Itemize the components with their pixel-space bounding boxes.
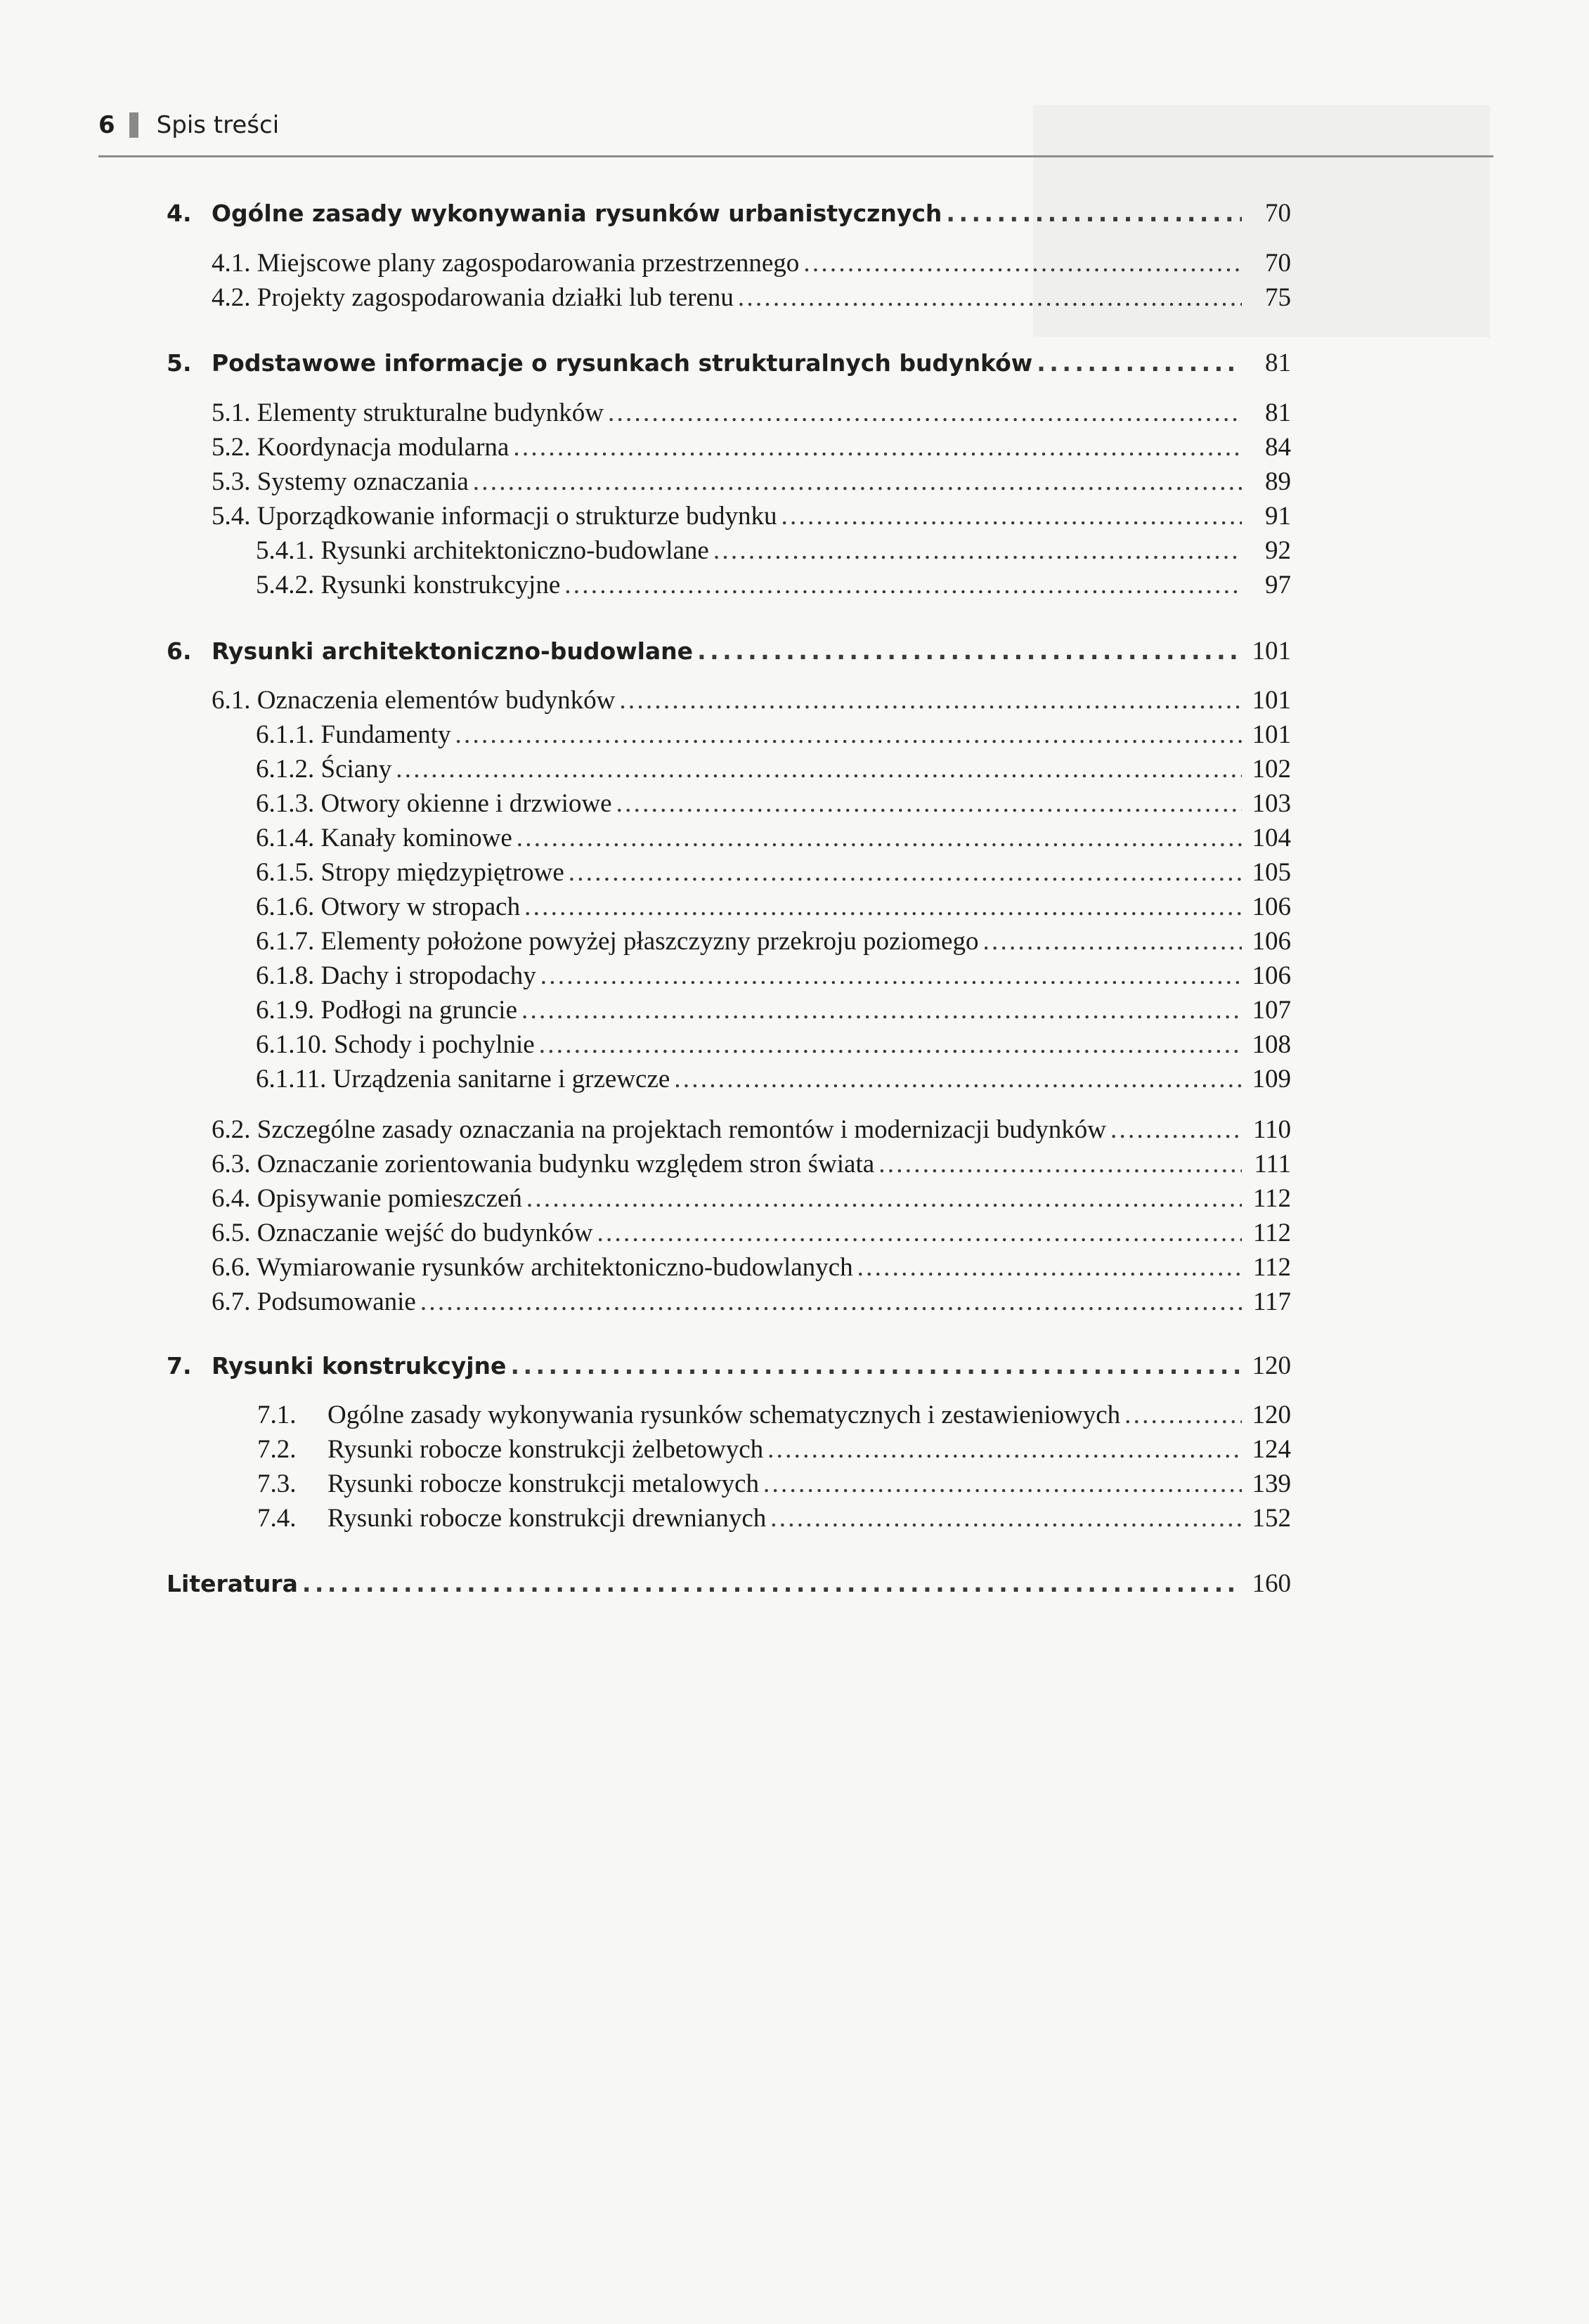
- toc-section-title: Ogólne zasady wykonywania rysunków schematycznych i zestawieniowych: [327, 1401, 1121, 1429]
- toc-section-6-3[interactable]: [212, 1149, 1291, 1179]
- toc-chapter-title: Literatura: [167, 1570, 298, 1597]
- toc-page-number: 102: [1252, 755, 1291, 784]
- toc-page-number: 108: [1252, 1030, 1291, 1059]
- toc-page-number: 106: [1252, 927, 1291, 956]
- toc-section-title: 5.1. Elementy strukturalne budynków: [212, 398, 604, 427]
- toc-subsection-5-4-1[interactable]: [256, 535, 1291, 566]
- toc-page-number: 139: [1252, 1469, 1291, 1498]
- toc-page-number: 101: [1252, 686, 1291, 715]
- toc-page-number: 160: [1252, 1569, 1291, 1598]
- toc-section-title: Rysunki robocze konstrukcji metalowych: [327, 1469, 760, 1498]
- toc-section-title: 5.2. Koordynacja modularna: [212, 433, 510, 462]
- toc-section-7-3[interactable]: 7.3. Rysunki robocze konstrukcji metalowych . . . 139: [257, 1469, 1291, 1499]
- toc-section-title: 4.1. Miejscowe plany zagospodarowania przestrzennego: [212, 249, 800, 278]
- toc-page-number: 106: [1252, 892, 1291, 921]
- leader-dots: [982, 926, 1242, 956]
- toc-page-number: 75: [1265, 283, 1291, 312]
- toc-page-number: 81: [1265, 398, 1291, 427]
- leader-dots: [420, 1287, 1242, 1317]
- toc-chapter-title: Ogólne zasady wykonywania rysunków urbanistycznych: [212, 200, 942, 227]
- toc-section-6-6[interactable]: [212, 1252, 1291, 1283]
- toc-literature[interactable]: [167, 1569, 1291, 1599]
- running-head-title: Spis treści: [156, 111, 280, 139]
- toc-section-7-4[interactable]: 7.4. Rysunki robocze konstrukcji drewnianych . . . 152: [257, 1503, 1291, 1533]
- toc-section-title: 6.1.2. Ściany: [256, 755, 392, 784]
- leader-dots: [510, 1352, 1242, 1380]
- toc-section-title: 4.2. Projekty zagospodarowania działki lub terenu: [212, 283, 734, 312]
- toc-subsection-6-1-3[interactable]: [256, 788, 1291, 819]
- toc-chapter-title: Rysunki architektoniczno-budowlane: [212, 637, 694, 665]
- toc-section-title: 6.1.6. Otwory w stropach: [256, 892, 521, 921]
- toc-section-title: 6.7. Podsumowanie: [212, 1287, 416, 1316]
- toc-section-5-3[interactable]: [212, 467, 1291, 497]
- leader-dots: [524, 892, 1242, 922]
- toc-page-number: 103: [1252, 789, 1291, 818]
- toc-page-number: 101: [1252, 720, 1291, 749]
- toc-subsection-6-1-8[interactable]: [256, 961, 1291, 991]
- leader-dots: [781, 501, 1242, 531]
- toc-page-number: 92: [1265, 536, 1291, 565]
- leader-dots: [396, 754, 1242, 784]
- header-square-marker: [129, 112, 138, 138]
- toc-page-number: 111: [1254, 1150, 1291, 1179]
- toc-section-title: 6.1.8. Dachy i stropodachy: [256, 961, 536, 990]
- toc-section-title: 6.6. Wymiarowanie rysunków architektoniczno-budowlanych: [212, 1253, 853, 1282]
- toc-section-7-1[interactable]: 7.1. Ogólne zasady wykonywania rysunków schematycznych i zestawieniowych . . . 120: [257, 1400, 1291, 1430]
- toc-page-number: 120: [1252, 1351, 1291, 1380]
- toc-section-6-4[interactable]: [212, 1183, 1291, 1214]
- toc-page-number: 124: [1252, 1435, 1291, 1464]
- leader-dots: [302, 1570, 1242, 1597]
- toc-section-title: 6.1.5. Stropy międzypiętrowe: [256, 858, 564, 887]
- toc-section-title: 6.1.11. Urządzenia sanitarne i grzewcze: [256, 1065, 670, 1093]
- toc-chapter-title: Rysunki konstrukcyjne: [212, 1352, 507, 1380]
- toc-subsection-6-1-5[interactable]: [256, 857, 1291, 888]
- leader-dots: [517, 823, 1242, 853]
- toc-page-number: 112: [1252, 1219, 1291, 1247]
- toc-page-number: 106: [1252, 961, 1291, 990]
- toc-section-title: 6.1.7. Elementy położone powyżej płaszczyzny przekroju poziomego: [256, 927, 979, 956]
- leader-dots: [674, 1064, 1242, 1094]
- toc-page-number: 112: [1252, 1253, 1291, 1282]
- toc-chapter-title: Podstawowe informacje o rysunkach strukturalnych budynków: [212, 349, 1033, 377]
- leader-dots: [878, 1149, 1242, 1179]
- leader-dots: [608, 398, 1242, 428]
- toc-section-title: Rysunki robocze konstrukcji żelbetowych: [327, 1435, 764, 1464]
- toc-subsection-6-1-6[interactable]: [256, 892, 1291, 922]
- toc-chapter-4[interactable]: 4. Ogólne zasady wykonywania rysunków urbanistycznych . . . 70: [167, 198, 1291, 228]
- leader-dots: [616, 788, 1242, 819]
- toc-section-7-2[interactable]: 7.2. Rysunki robocze konstrukcji żelbetowych . . . 124: [257, 1434, 1291, 1465]
- toc-section-title: 6.1.9. Podłogi na gruncie: [256, 996, 518, 1025]
- toc-subsection-6-1-9[interactable]: [256, 995, 1291, 1025]
- leader-dots: [1110, 1115, 1242, 1145]
- toc-page-number: 84: [1265, 433, 1291, 462]
- toc-subsection-6-1-7[interactable]: [256, 926, 1291, 956]
- toc-page-number: 110: [1252, 1115, 1291, 1144]
- leader-dots: [564, 570, 1242, 600]
- toc-page-number: 105: [1252, 858, 1291, 887]
- toc-subsection-6-1-4[interactable]: [256, 823, 1291, 853]
- leader-dots: [526, 1183, 1242, 1214]
- toc-section-title: 5.4.1. Rysunki architektoniczno-budowlane: [256, 536, 709, 565]
- leader-dots: [1124, 1400, 1242, 1430]
- toc-section-title: 6.3. Oznaczanie zorientowania budynku względem stron świata: [212, 1150, 875, 1179]
- leader-dots: [539, 1030, 1242, 1060]
- toc-page-number: 104: [1252, 824, 1291, 852]
- toc-page-number: 81: [1265, 349, 1291, 377]
- toc-page-number: 97: [1265, 571, 1291, 599]
- leader-dots: [1037, 349, 1242, 377]
- toc-section-5-1[interactable]: [212, 398, 1291, 428]
- toc-page-number: 91: [1265, 502, 1291, 531]
- toc-section-title: 6.1.1. Fundamenty: [256, 720, 451, 749]
- leader-dots: [619, 685, 1242, 715]
- toc-page-number: 70: [1265, 249, 1291, 278]
- toc-page-number: 112: [1252, 1184, 1291, 1213]
- toc-section-5-2[interactable]: [212, 432, 1291, 462]
- leader-dots: [697, 637, 1242, 665]
- toc-section-title: 6.5. Oznaczanie wejść do budynków: [212, 1219, 593, 1247]
- toc-section-title: 5.3. Systemy oznaczania: [212, 467, 469, 496]
- leader-dots: [597, 1218, 1243, 1248]
- toc-page-number: 117: [1252, 1287, 1291, 1316]
- toc-section-6-2[interactable]: [212, 1115, 1291, 1145]
- leader-dots: [946, 200, 1242, 227]
- leader-dots: [713, 535, 1242, 566]
- leader-dots: [857, 1252, 1242, 1283]
- toc-page-number: 109: [1252, 1065, 1291, 1093]
- toc-section-4-2[interactable]: [212, 283, 1291, 313]
- header-rule: [98, 155, 1493, 157]
- leader-dots: [738, 283, 1242, 313]
- toc-section-title: 6.2. Szczególne zasady oznaczania na projektach remontów i modernizacji budynków: [212, 1115, 1106, 1144]
- toc-page-number: 101: [1252, 637, 1291, 666]
- leader-dots: [763, 1469, 1242, 1499]
- toc-section-title: 6.1.4. Kanały kominowe: [256, 824, 512, 852]
- toc-section-6-7[interactable]: [212, 1287, 1291, 1317]
- toc-subsection-6-1-10[interactable]: [256, 1030, 1291, 1060]
- toc-page-number: 70: [1265, 199, 1291, 228]
- toc-subsection-6-1-11[interactable]: [256, 1064, 1291, 1094]
- toc-section-5-4[interactable]: [212, 501, 1291, 531]
- leader-dots: [455, 720, 1242, 750]
- leader-dots: [770, 1503, 1242, 1533]
- toc-subsection-5-4-2[interactable]: [256, 570, 1291, 600]
- toc-subsection-6-1-2[interactable]: [256, 754, 1291, 784]
- leader-dots: [521, 995, 1242, 1025]
- toc-section-6-5[interactable]: [212, 1218, 1291, 1248]
- toc-section-title: 5.4. Uporządkowanie informacji o strukturze budynku: [212, 502, 777, 531]
- toc-chapter-6[interactable]: 6. Rysunki architektoniczno-budowlane . . . 101: [167, 636, 1291, 666]
- leader-dots: [513, 432, 1242, 462]
- toc-section-title: 6.1.10. Schody i pochylnie: [256, 1030, 535, 1059]
- toc-section-title: Rysunki robocze konstrukcji drewnianych: [327, 1504, 767, 1533]
- toc-section-title: 6.4. Opisywanie pomieszczeń: [212, 1184, 522, 1213]
- leader-dots: [569, 857, 1242, 888]
- toc-section-title: 5.4.2. Rysunki konstrukcyjne: [256, 571, 561, 599]
- leader-dots: [803, 248, 1242, 278]
- toc-subsection-6-1-1[interactable]: [256, 720, 1291, 750]
- toc-section-title: 6.1.3. Otwory okienne i drzwiowe: [256, 789, 612, 818]
- toc-section-6-1[interactable]: [212, 685, 1291, 715]
- toc-page-number: 89: [1265, 467, 1291, 496]
- leader-dots: [767, 1434, 1242, 1465]
- leader-dots: [540, 961, 1242, 991]
- toc-section-title: 6.1. Oznaczenia elementów budynków: [212, 686, 616, 715]
- leader-dots: [473, 467, 1242, 497]
- page-number: 6: [98, 111, 115, 139]
- toc-chapter-7[interactable]: 7. Rysunki konstrukcyjne . . . 120: [167, 1351, 1291, 1381]
- toc-page-number: 120: [1252, 1401, 1291, 1429]
- toc-chapter-5[interactable]: 5. Podstawowe informacje o rysunkach strukturalnych budynków . . . 81: [167, 348, 1291, 378]
- running-head: [98, 104, 279, 146]
- toc-page-number: 107: [1252, 996, 1291, 1025]
- toc-section-4-1[interactable]: [212, 248, 1291, 278]
- toc-page-number: 152: [1252, 1504, 1291, 1533]
